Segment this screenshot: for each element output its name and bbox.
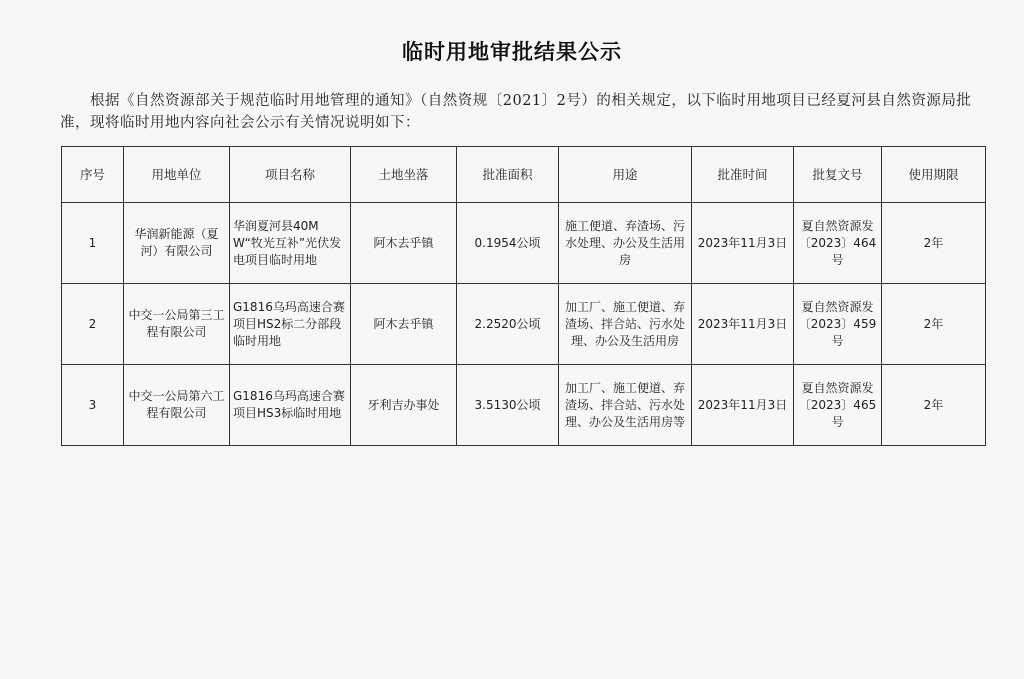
cell-location: 牙利吉办事处 [351,365,457,446]
cell-unit: 中交一公局第六工程有限公司 [124,365,230,446]
cell-area: 2.2520公顷 [457,284,559,365]
header-duration: 使用期限 [882,147,986,203]
header-project: 项目名称 [230,147,351,203]
cell-area: 0.1954公顷 [457,203,559,284]
cell-date: 2023年11月3日 [692,284,794,365]
cell-area: 3.5130公顷 [457,365,559,446]
header-usage: 用途 [559,147,692,203]
table-header-row [62,147,986,203]
cell-usage: 加工厂、施工便道、弃渣场、拌合站、污水处理、办公及生活用房 [559,284,692,365]
header-doc-number: 批复文号 [794,147,882,203]
cell-index: 3 [62,365,124,446]
cell-usage: 加工厂、施工便道、弃渣场、拌合站、污水处理、办公及生活用房等 [559,365,692,446]
intro-paragraph: 根据《自然资源部关于规范临时用地管理的通知》（自然资规〔2021〕2号）的相关规定，以下临时用地项目已经夏河县自然资源局批准，现将临时用地内容向社会公示有关情况说明如下： [60,93,972,131]
cell-usage: 施工便道、弃渣场、污水处理、办公及生活用房 [559,203,692,284]
cell-project: G1816乌玛高速合赛项目HS3标临时用地 [230,365,351,446]
header-date: 批准时间 [692,147,794,203]
cell-date: 2023年11月3日 [692,203,794,284]
cell-duration: 2年 [882,365,986,446]
cell-duration: 2年 [882,284,986,365]
cell-index: 2 [62,284,124,365]
header-unit: 用地单位 [124,147,230,203]
cell-location: 阿木去乎镇 [351,203,457,284]
cell-duration: 2年 [882,203,986,284]
cell-doc-number: 夏自然资源发〔2023〕465号 [794,365,882,446]
table-row [62,365,986,446]
table-row [62,284,986,365]
cell-project: 华润夏河县40MW“牧光互补”光伏发电项目临时用地 [230,203,351,284]
header-area: 批准面积 [457,147,559,203]
table-row [62,203,986,284]
page-title: 临时用地审批结果公示 [402,40,622,64]
cell-index: 1 [62,203,124,284]
cell-unit: 中交一公局第三工程有限公司 [124,284,230,365]
cell-unit: 华润新能源（夏河）有限公司 [124,203,230,284]
cell-location: 阿木去乎镇 [351,284,457,365]
header-index: 序号 [62,147,124,203]
cell-project: G1816乌玛高速合赛项目HS2标二分部段临时用地 [230,284,351,365]
cell-date: 2023年11月3日 [692,365,794,446]
approval-table [61,146,986,446]
cell-doc-number: 夏自然资源发〔2023〕459号 [794,284,882,365]
header-location: 土地坐落 [351,147,457,203]
cell-doc-number: 夏自然资源发〔2023〕464号 [794,203,882,284]
